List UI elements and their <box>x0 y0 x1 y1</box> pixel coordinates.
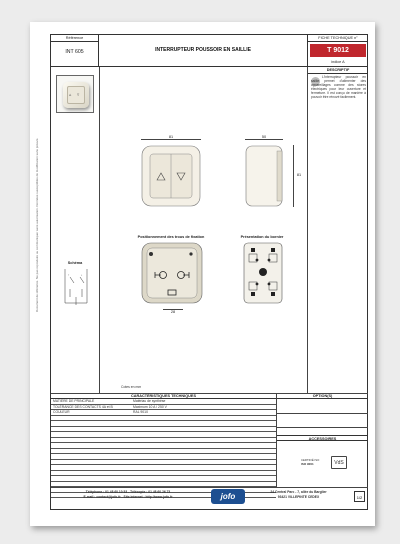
index-label: indice A <box>331 60 345 64</box>
fixing-holes-drawing <box>141 242 203 304</box>
front-view-drawing <box>141 145 201 207</box>
footer-email: E-mail : contact@jofo.fr - Site internet : http://www.jofo.fr <box>83 495 173 499</box>
document-title: INTERRUPTEUR POUSSOIR EN SAILLIE <box>155 47 251 53</box>
descriptif-label: DESCRIPTIF <box>308 67 368 74</box>
borne-title: Présentation du bornier <box>240 235 284 239</box>
product-photo <box>56 75 94 113</box>
descriptif-text: L'interrupteur poussoir en saillie permet d'alimenter des appareillages comme des stores électriques pour leur ouverture et fermeture. Il est conçu de manière à pouvoir être rénové facilement. <box>311 75 366 99</box>
reference-label: Référence <box>51 35 98 42</box>
dim-height: 81 <box>296 173 302 177</box>
footer-address1: 24 Central Parc - 7, allée du Barglier <box>270 490 327 494</box>
table-cell-value: Maximum 10 A / 250 V <box>133 404 167 409</box>
table-cell-key: TOLÉRANCE DES CONTACTS 4A et B <box>53 404 113 409</box>
iso-line1: CERTIFIÉ ISO <box>301 458 320 462</box>
svg-text:↓: ↓ <box>81 273 83 277</box>
table-cell-value: Matériau de synthèse <box>133 399 166 403</box>
svg-text:↑: ↑ <box>68 273 70 277</box>
vds-mark: VdS <box>331 456 347 469</box>
sheet-frame <box>50 34 368 510</box>
iso-badge <box>301 459 327 471</box>
cotes-note: Cotes en mm <box>121 385 142 389</box>
table-cell-key: MATIÈRE DE PRINCIPALE <box>53 399 95 403</box>
footer-phone: Téléphone : 01 48 60 10 53 - Télécopie : 01 48 60 26 73 <box>85 490 171 494</box>
footer-address2: 93421 VILLEPINTE CEDEX <box>277 495 320 499</box>
accessoires-title: ACCESSOIRES <box>277 435 368 441</box>
arrow-up-icon: ▵ <box>69 92 72 97</box>
side-view-drawing <box>245 145 285 207</box>
reference-box <box>51 35 99 67</box>
iso-line2: ISO 9001 <box>301 462 314 466</box>
terminal-block-drawing <box>243 242 283 304</box>
table-cell-value: RAL 9010 <box>133 410 148 414</box>
arrow-down-icon: ▿ <box>77 92 80 97</box>
caracteristiques-title: CARACTÉRISTIQUES TECHNIQUES <box>51 393 276 399</box>
dim-holes: 28 <box>170 310 176 314</box>
caracteristiques-table <box>51 399 276 498</box>
schema-title: Schéma <box>67 261 83 265</box>
page-number: 1/2 <box>354 491 365 502</box>
table-cell-key: COULEUR <box>53 410 70 414</box>
sheet-label: FICHE TECHNIQUE n° <box>308 35 368 42</box>
spec-sheet <box>30 22 375 526</box>
dim-width: 81 <box>163 135 179 139</box>
wiring-schema <box>61 267 91 307</box>
options-title: OPTION(S) <box>277 393 368 399</box>
side-notice: Document de référence. Ne pas reproduire ou communiquer sans autorisation. Données susceptibles de modification sans préavis. <box>35 137 39 312</box>
jofo-logo: jofo <box>211 489 245 504</box>
dim-depth: 50 <box>257 135 271 139</box>
fixing-title: Positionnement des trous de fixation <box>137 235 205 239</box>
title-box <box>99 35 307 67</box>
sheet-number-box <box>307 35 368 67</box>
reference-value: INT 605 <box>65 49 84 55</box>
sheet-number: T 9012 <box>310 44 366 57</box>
